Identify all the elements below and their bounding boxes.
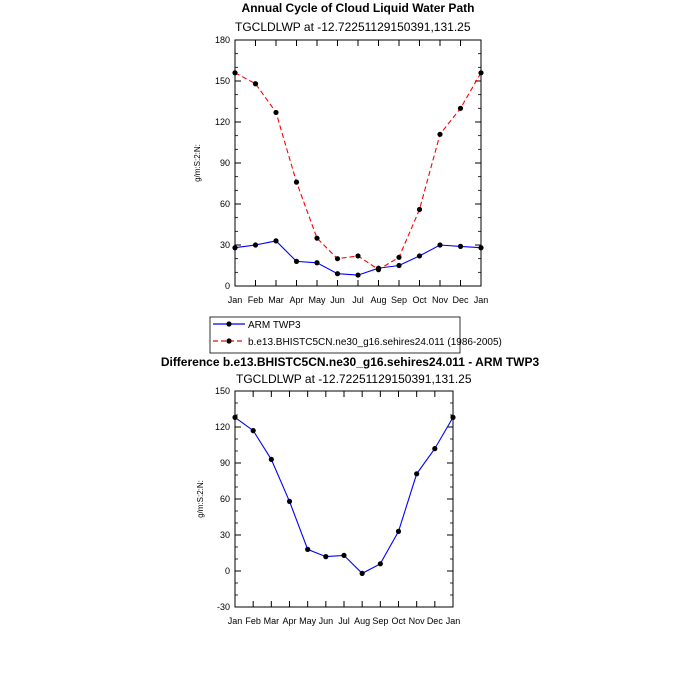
y-tick-label: 60 — [219, 199, 230, 209]
x-tick-label: Feb — [245, 616, 261, 626]
data-point-series-0 — [417, 253, 422, 258]
data-point-series-0 — [450, 415, 455, 420]
chart1-plot-frame — [235, 40, 481, 286]
x-tick-label: Jan — [227, 295, 243, 305]
data-point-series-1 — [253, 81, 258, 86]
data-point-series-0 — [414, 471, 419, 476]
data-point-series-0 — [287, 499, 292, 504]
legend-marker-model — [226, 338, 231, 343]
y-tick-label: 120 — [214, 422, 230, 432]
x-tick-label: May — [308, 295, 326, 305]
data-point-series-0 — [305, 547, 310, 552]
data-point-series-1 — [437, 132, 442, 137]
chart1-subtitle: TGCLDLWP at -12.72251129150391,131.25 — [235, 20, 471, 34]
chart2-subtitle: TGCLDLWP at -12.72251129150391,131.25 — [236, 372, 472, 386]
x-tick-label: Aug — [370, 295, 387, 305]
chart1-y-axis-label: g/m:S:2:N: — [193, 144, 202, 182]
chart2-y-axis-label: g/m:S:2:N: — [196, 480, 205, 518]
x-tick-label: May — [299, 616, 317, 626]
y-tick-label: 180 — [214, 35, 230, 45]
x-tick-label: Dec — [426, 616, 443, 626]
y-tick-label: 90 — [219, 158, 230, 168]
y-tick-label: 60 — [219, 494, 230, 504]
data-point-series-0 — [378, 561, 383, 566]
legend-label-arm: ARM TWP3 — [248, 320, 301, 331]
x-tick-label: Dec — [452, 295, 469, 305]
data-point-series-0 — [323, 554, 328, 559]
x-tick-label: Nov — [431, 295, 449, 305]
series-line-0 — [235, 417, 453, 573]
data-point-series-0 — [355, 272, 360, 277]
data-point-series-0 — [432, 446, 437, 451]
data-point-series-0 — [458, 244, 463, 249]
data-point-series-0 — [294, 259, 299, 264]
data-point-series-1 — [335, 256, 340, 261]
x-tick-label: Mar — [268, 295, 284, 305]
data-point-series-0 — [335, 271, 340, 276]
data-point-series-0 — [253, 242, 258, 247]
data-point-series-0 — [232, 415, 237, 420]
x-tick-label: Oct — [391, 616, 406, 626]
data-point-series-0 — [273, 238, 278, 243]
y-tick-label: 0 — [224, 566, 230, 576]
x-tick-label: Jan — [227, 616, 243, 626]
legend-label-model: b.e13.BHISTC5CN.ne30_g16.sehires24.011 (1986-2005) — [248, 337, 502, 348]
x-tick-label: Jul — [338, 616, 350, 626]
x-tick-label: Jul — [352, 295, 364, 305]
x-tick-label: Nov — [408, 616, 425, 626]
x-tick-label: Sep — [390, 295, 408, 305]
data-point-series-0 — [360, 571, 365, 576]
chart2-marks — [215, 386, 460, 626]
x-tick-label: Apr — [289, 295, 304, 305]
data-point-series-1 — [355, 253, 360, 258]
chart1-title: Annual Cycle of Cloud Liquid Water Path — [241, 1, 475, 15]
data-point-series-1 — [396, 255, 401, 260]
x-tick-label: Jan — [473, 295, 489, 305]
data-point-series-0 — [341, 553, 346, 558]
y-tick-label: 90 — [219, 458, 230, 468]
data-point-series-1 — [273, 110, 278, 115]
data-point-series-1 — [232, 70, 237, 75]
data-point-series-0 — [232, 245, 237, 250]
x-tick-label: Jun — [318, 616, 334, 626]
legend-item-model — [213, 337, 502, 348]
data-point-series-1 — [314, 236, 319, 241]
y-tick-label: -30 — [216, 602, 230, 612]
chart2-plot-frame — [235, 391, 453, 607]
chart2-title: Difference b.e13.BHISTC5CN.ne30_g16.sehires24.011 - ARM TWP3 — [160, 355, 540, 369]
chart1-marks — [215, 35, 488, 305]
x-tick-label: Aug — [354, 616, 371, 626]
x-tick-label: Sep — [372, 616, 389, 626]
x-tick-label: Oct — [412, 295, 427, 305]
y-tick-label: 150 — [214, 386, 230, 396]
x-tick-label: Jun — [330, 295, 345, 305]
x-tick-label: Apr — [282, 616, 297, 626]
x-tick-label: Mar — [263, 616, 280, 626]
data-point-series-0 — [478, 245, 483, 250]
data-point-series-1 — [294, 180, 299, 185]
data-point-series-0 — [437, 242, 442, 247]
data-point-series-0 — [269, 457, 274, 462]
data-point-series-0 — [314, 260, 319, 265]
y-tick-label: 120 — [214, 117, 230, 127]
y-tick-label: 150 — [214, 76, 230, 86]
data-point-series-1 — [376, 267, 381, 272]
data-point-series-0 — [396, 263, 401, 268]
data-point-series-1 — [417, 207, 422, 212]
data-point-series-0 — [251, 428, 256, 433]
series-line-1 — [235, 73, 481, 270]
legend-marker-arm — [226, 321, 231, 326]
y-tick-label: 30 — [219, 240, 230, 250]
y-tick-label: 0 — [224, 281, 230, 291]
x-tick-label: Feb — [247, 295, 264, 305]
data-point-series-1 — [478, 70, 483, 75]
x-tick-label: Jan — [445, 616, 461, 626]
data-point-series-0 — [396, 529, 401, 534]
data-point-series-1 — [458, 106, 463, 111]
y-tick-label: 30 — [219, 530, 230, 540]
